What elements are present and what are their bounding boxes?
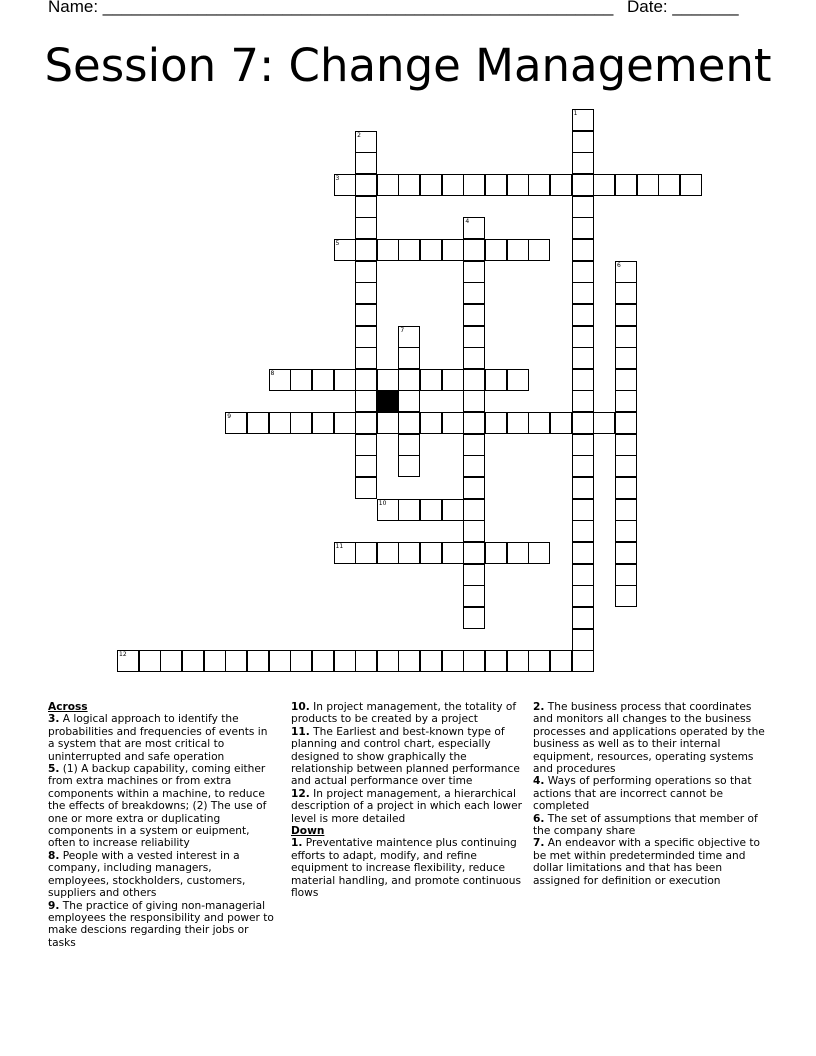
crossword-cell[interactable] <box>593 412 615 434</box>
crossword-cell[interactable] <box>355 217 377 239</box>
crossword-cell[interactable] <box>615 585 637 607</box>
clue-number: 8 <box>270 369 275 377</box>
crossword-cell[interactable] <box>572 434 594 456</box>
name-field-label: Name: ______________________________________________________ <box>48 0 614 16</box>
crossword-cell[interactable] <box>355 412 377 434</box>
crossword-cell[interactable] <box>463 520 485 542</box>
crossword-cell[interactable] <box>377 369 399 391</box>
clue-number: 7 <box>400 326 405 334</box>
crossword-cell[interactable] <box>334 174 356 196</box>
crossword-cell[interactable] <box>507 369 529 391</box>
crossword-cell[interactable] <box>398 542 420 564</box>
crossword-cell[interactable] <box>398 390 420 412</box>
crossword-cell[interactable] <box>420 542 442 564</box>
crossword-cell[interactable] <box>593 174 615 196</box>
crossword-cell[interactable] <box>463 304 485 326</box>
crossword-cell[interactable] <box>334 369 356 391</box>
crossword-cell[interactable] <box>463 499 485 521</box>
crossword-cell[interactable] <box>572 499 594 521</box>
crossword-cell[interactable] <box>528 174 550 196</box>
crossword-cell[interactable] <box>377 499 399 521</box>
crossword-cell[interactable] <box>485 369 507 391</box>
crossword-cell[interactable] <box>463 347 485 369</box>
crossword-cell[interactable] <box>463 607 485 629</box>
crossword-cell[interactable] <box>355 390 377 412</box>
clue-number: 11 <box>335 543 344 550</box>
crossword-cell[interactable] <box>355 347 377 369</box>
clue-across-9: 9. The practice of giving non-managerial employees the responsibility and power to make descions regarding their jobs or tasks <box>48 899 274 949</box>
clue-down-7: 7. An endeavor with a specific objective to be met within predeterminded time and dollar limitations and that has been assigned for definition or execution <box>533 837 761 887</box>
clue-number: 6 <box>617 261 621 269</box>
clue-number: 4 <box>465 218 470 226</box>
crossword-cell[interactable] <box>528 239 550 261</box>
crossword-cell[interactable] <box>334 542 356 564</box>
crossword-cell[interactable] <box>528 542 550 564</box>
crossword-cell[interactable] <box>398 412 420 434</box>
down-heading: Down <box>291 825 325 838</box>
crossword-cell[interactable] <box>572 109 594 131</box>
clue-column-3 <box>533 701 769 887</box>
crossword-cell[interactable] <box>463 455 485 477</box>
crossword-cell[interactable] <box>377 542 399 564</box>
crossword-cell[interactable] <box>442 412 464 434</box>
crossword-cell[interactable] <box>485 174 507 196</box>
crossword-cell[interactable] <box>550 174 572 196</box>
crossword-cell[interactable] <box>528 412 550 434</box>
crossword-cell[interactable] <box>290 412 312 434</box>
crossword-cell[interactable] <box>377 174 399 196</box>
crossword-cell[interactable] <box>398 326 420 348</box>
clue-across-11: 11. The Earliest and best-known type of planning and control chart, especially designed to show graphically the relationship between planned performance and actual performance over time <box>291 725 520 788</box>
crossword-cell[interactable] <box>312 412 334 434</box>
crossword-cell[interactable] <box>355 434 377 456</box>
clue-number: 10 <box>378 499 387 507</box>
crossword-cell[interactable] <box>572 412 594 434</box>
clue-down-4: 4. Ways of performing operations so that actions that are incorrect cannot be completed <box>533 775 752 813</box>
crossword-cell[interactable] <box>442 239 464 261</box>
crossword-cell[interactable] <box>572 520 594 542</box>
clue-number: 12 <box>119 651 127 659</box>
crossword-cell[interactable] <box>355 650 377 672</box>
crossword-cell[interactable] <box>572 282 594 304</box>
crossword-cell[interactable] <box>269 650 291 672</box>
crossword-cell[interactable] <box>463 369 485 391</box>
crossword-cell[interactable] <box>442 174 464 196</box>
clue-across-3: 3. A logical approach to identify the probabilities and frequencies of events in a system that are most critical to uninterrupted and safe operation <box>48 713 268 763</box>
crossword-cell[interactable] <box>442 650 464 672</box>
crossword-cell[interactable] <box>290 650 312 672</box>
clue-across-8: 8. People with a vested interest in a company, including managers, employees, stockholders, customers, suppliers and others <box>48 849 246 900</box>
crossword-cell[interactable] <box>312 369 334 391</box>
crossword-cell[interactable] <box>377 239 399 261</box>
crossword-cell[interactable] <box>550 412 572 434</box>
crossword-cell[interactable] <box>572 455 594 477</box>
crossword-cell[interactable] <box>507 239 529 261</box>
crossword-cell[interactable] <box>463 217 485 239</box>
crossword-cell[interactable] <box>615 455 637 477</box>
crossword-cell[interactable] <box>572 369 594 391</box>
crossword-cell[interactable] <box>182 650 204 672</box>
crossword-cell[interactable] <box>507 542 529 564</box>
crossword-cell[interactable] <box>463 412 485 434</box>
crossword-cell[interactable] <box>615 282 637 304</box>
crossword-cell[interactable] <box>615 499 637 521</box>
clue-number: 5 <box>335 239 340 247</box>
crossword-cell[interactable] <box>572 174 594 196</box>
clue-down-6: 6. The set of assumptions that member of the company share <box>533 812 758 838</box>
crossword-cell[interactable] <box>615 520 637 542</box>
crossword-cell[interactable] <box>355 152 377 174</box>
crossword-cell[interactable] <box>398 239 420 261</box>
crossword-cell[interactable] <box>658 174 680 196</box>
crossword-cell[interactable] <box>334 239 356 261</box>
clue-across-12: 12. In project management, a hierarchical description of a project in which each lower level is more detailed <box>291 787 522 825</box>
crossword-cell[interactable] <box>398 369 420 391</box>
page-title: Session 7: Change Management <box>44 39 772 92</box>
crossword-cell[interactable] <box>398 499 420 521</box>
crossword-cell[interactable] <box>420 239 442 261</box>
clue-number: 3 <box>335 174 340 182</box>
crossword-cell[interactable] <box>615 174 637 196</box>
crossword-cell[interactable] <box>355 131 377 153</box>
crossword-cell[interactable] <box>463 261 485 283</box>
crossword-cell[interactable] <box>615 564 637 586</box>
crossword-cell[interactable] <box>355 369 377 391</box>
crossword-cell[interactable] <box>572 629 594 651</box>
crossword-cell[interactable] <box>572 650 594 672</box>
crossword-cell[interactable] <box>117 650 139 672</box>
crossword-cell[interactable] <box>615 261 637 283</box>
across-heading: Across <box>48 701 88 713</box>
crossword-cell[interactable] <box>507 650 529 672</box>
crossword-cell[interactable] <box>463 434 485 456</box>
crossword-cell[interactable] <box>398 347 420 369</box>
crossword-cell[interactable] <box>615 369 637 391</box>
clue-column-1 <box>48 701 276 949</box>
crossword-cell[interactable] <box>572 607 594 629</box>
crossword-cell[interactable] <box>355 326 377 348</box>
crossword-cell[interactable] <box>615 390 637 412</box>
crossword-cell[interactable] <box>225 412 247 434</box>
crossword-cell[interactable] <box>160 650 182 672</box>
crossword-cell[interactable] <box>290 369 312 391</box>
crossword-cell[interactable] <box>247 412 269 434</box>
crossword-cell[interactable] <box>355 239 377 261</box>
crossword-cell[interactable] <box>615 347 637 369</box>
clue-down-2: 2. The business process that coordinates and monitors all changes to the business processes and applications operated by the business as well as to their internal equipment, resources, operating systems and procedures <box>533 701 765 776</box>
crossword-cell[interactable] <box>269 369 291 391</box>
crossword-cell[interactable] <box>463 390 485 412</box>
crossword-cell[interactable] <box>572 564 594 586</box>
crossword-cell[interactable] <box>463 585 485 607</box>
clue-down-1: 1. Preventative maintence plus continuing efforts to adapt, modify, and refine equipment to increase flexibility, reduce material handling, and promote continuous flows <box>291 837 522 900</box>
crossword-cell[interactable] <box>398 455 420 477</box>
crossword-cell[interactable] <box>463 239 485 261</box>
crossword-cell[interactable] <box>420 650 442 672</box>
crossword-cell[interactable] <box>139 650 161 672</box>
crossword-cell[interactable] <box>572 131 594 153</box>
crossword-cell[interactable] <box>615 412 637 434</box>
crossword-cell[interactable] <box>334 650 356 672</box>
crossword-cell[interactable] <box>463 282 485 304</box>
crossword-cell[interactable] <box>312 650 334 672</box>
crossword-cell[interactable] <box>507 174 529 196</box>
crossword-cell[interactable] <box>442 369 464 391</box>
crossword-cell[interactable] <box>355 261 377 283</box>
crossword-cell[interactable] <box>507 412 529 434</box>
crossword-cell[interactable] <box>463 542 485 564</box>
clue-across-10: 10. In project management, the totality of products to be created by a project <box>291 701 517 726</box>
crossword-cell[interactable] <box>550 650 572 672</box>
crossword-cell[interactable] <box>463 650 485 672</box>
clue-number: 9 <box>227 413 232 421</box>
crossword-cell[interactable] <box>247 650 269 672</box>
crossword-cell[interactable] <box>355 542 377 564</box>
crossword-cell[interactable] <box>225 650 247 672</box>
crossword-cell[interactable] <box>355 282 377 304</box>
crossword-cell[interactable] <box>420 174 442 196</box>
crossword-cell[interactable] <box>485 239 507 261</box>
crossword-cell[interactable] <box>463 477 485 499</box>
crossword-cell[interactable] <box>572 304 594 326</box>
crossword-cell[interactable] <box>572 196 594 218</box>
crossword-cell[interactable] <box>572 326 594 348</box>
crossword-cell[interactable] <box>420 499 442 521</box>
crossword-cell[interactable] <box>485 650 507 672</box>
crossword-cell[interactable] <box>463 174 485 196</box>
crossword-cell[interactable] <box>355 477 377 499</box>
clue-across-5: 5. (1) A backup capability, coming either from extra machines or from extra components within a machine, to reduce the effects of breakdowns; (2) The use of one or more extra or duplicating components in a system or euipment, often to increase reliability <box>48 763 267 850</box>
crossword-cell[interactable] <box>269 412 291 434</box>
crossword-cell[interactable] <box>377 412 399 434</box>
clue-number: 1 <box>573 110 578 117</box>
crossword-cell[interactable] <box>680 174 702 196</box>
crossword-cell[interactable] <box>572 477 594 499</box>
crossword-block <box>377 390 399 412</box>
crossword-cell[interactable] <box>572 261 594 283</box>
crossword-cell[interactable] <box>572 239 594 261</box>
crossword-cell[interactable] <box>615 542 637 564</box>
crossword-cell[interactable] <box>355 455 377 477</box>
crossword-cell[interactable] <box>420 412 442 434</box>
clue-column-2 <box>291 701 523 900</box>
crossword-cell[interactable] <box>572 585 594 607</box>
crossword-cell[interactable] <box>398 174 420 196</box>
crossword-cell[interactable] <box>572 542 594 564</box>
crossword-cell[interactable] <box>615 477 637 499</box>
crossword-cell[interactable] <box>485 412 507 434</box>
crossword-cell[interactable] <box>204 650 226 672</box>
clue-number: 2 <box>357 131 361 139</box>
crossword-cell[interactable] <box>355 196 377 218</box>
crossword-cell[interactable] <box>615 304 637 326</box>
crossword-cell[interactable] <box>442 499 464 521</box>
crossword-cell[interactable] <box>377 650 399 672</box>
crossword-cell[interactable] <box>528 650 550 672</box>
crossword-cell[interactable] <box>572 390 594 412</box>
crossword-cell[interactable] <box>442 542 464 564</box>
crossword-cell[interactable] <box>420 369 442 391</box>
crossword-cell[interactable] <box>637 174 659 196</box>
crossword-cell[interactable] <box>398 434 420 456</box>
crossword-cell[interactable] <box>463 326 485 348</box>
crossword-cell[interactable] <box>615 326 637 348</box>
crossword-cell[interactable] <box>355 304 377 326</box>
crossword-cell[interactable] <box>485 542 507 564</box>
crossword-cell[interactable] <box>572 217 594 239</box>
crossword-cell[interactable] <box>463 564 485 586</box>
crossword-cell[interactable] <box>572 152 594 174</box>
crossword-cell[interactable] <box>355 174 377 196</box>
crossword-cell[interactable] <box>615 434 637 456</box>
crossword-cell[interactable] <box>398 650 420 672</box>
crossword-cell[interactable] <box>572 347 594 369</box>
crossword-cell[interactable] <box>334 412 356 434</box>
date-field-label: Date: _______ <box>627 0 739 16</box>
